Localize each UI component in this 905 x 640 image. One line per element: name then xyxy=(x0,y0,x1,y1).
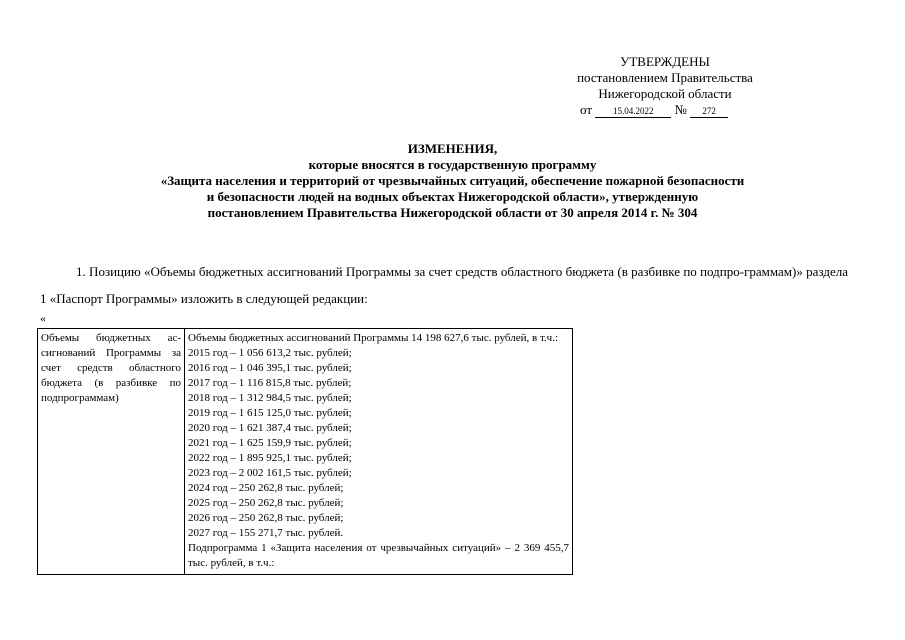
year-allocation: 2017 год – 1 116 815,8 тыс. рублей; xyxy=(188,377,352,389)
title-line-3: «Защита населения и территорий от чрезвычайных ситуаций, обеспечение пожарной безопасности xyxy=(160,173,745,188)
number-label: № xyxy=(674,102,687,117)
year-allocation: 2018 год – 1 312 984,5 тыс. рублей; xyxy=(188,392,352,404)
document-title xyxy=(60,141,845,221)
allocation-details-cell xyxy=(185,329,573,575)
year-allocation: 2024 год – 250 262,8 тыс. рублей; xyxy=(188,482,344,494)
year-allocation: 2026 год – 250 262,8 тыс. рублей; xyxy=(188,512,344,524)
opening-quote: « xyxy=(40,311,46,325)
title-line-1: ИЗМЕНЕНИЯ, xyxy=(407,141,498,156)
allocation-intro: Объемы бюджетных ассигнований Программы 14 198 627,6 тыс. рублей, в т.ч.: xyxy=(188,332,559,344)
budget-table xyxy=(37,328,573,575)
approval-authority: постановлением Правительства xyxy=(577,70,753,85)
year-allocation: 2022 год – 1 895 925,1 тыс. рублей; xyxy=(188,452,352,464)
approval-heading: УТВЕРЖДЕНЫ xyxy=(620,54,710,69)
year-allocation: 2021 год – 1 625 159,9 тыс. рублей; xyxy=(188,437,352,449)
title-line-5: постановлением Правительства Нижегородской области от 30 апреля 2014 г. № 304 xyxy=(207,205,698,220)
position-label-cell: Объемы бюджетных ас-сигнований Программы за счет средств областного бюджета (в разбивке по подпрограммам) xyxy=(38,329,185,575)
year-allocation: 2016 год – 1 046 395,1 тыс. рублей; xyxy=(188,362,352,374)
year-allocation: 2020 год – 1 621 387,4 тыс. рублей; xyxy=(188,422,352,434)
from-label: от xyxy=(580,102,593,117)
approval-date: 15.04.2022 xyxy=(595,106,671,118)
year-allocation: 2019 год – 1 615 125,0 тыс. рублей; xyxy=(188,407,352,419)
title-line-2: которые вносятся в государственную программу xyxy=(308,157,597,172)
approval-block xyxy=(540,54,790,118)
approval-region: Нижегородской области xyxy=(598,86,732,101)
year-allocation: 2025 год – 250 262,8 тыс. рублей; xyxy=(188,497,344,509)
approval-number: 272 xyxy=(690,106,728,118)
title-line-4: и безопасности людей на водных объектах Нижегородской области», утвержденную xyxy=(206,189,699,204)
table-row xyxy=(38,329,573,575)
subprogram-1-allocation: Подпрограмма 1 «Защита населения от чрезвычайных ситуаций» – 2 369 455,7 тыс. рублей, в т.ч.: xyxy=(188,542,569,569)
year-allocation: 2015 год – 1 056 613,2 тыс. рублей; xyxy=(188,347,352,359)
approval-date-line xyxy=(540,102,790,118)
year-allocation: 2023 год – 2 002 161,5 тыс. рублей; xyxy=(188,467,352,479)
year-allocation: 2027 год – 155 271,7 тыс. рублей. xyxy=(188,527,344,539)
paragraph-1: 1. Позицию «Объемы бюджетных ассигнований Программы за счет средств областного бюджета (в разбивке по подпро-граммам)» раздела 1 «Паспорт Программы» изложить в следующей редакции: xyxy=(40,264,848,306)
